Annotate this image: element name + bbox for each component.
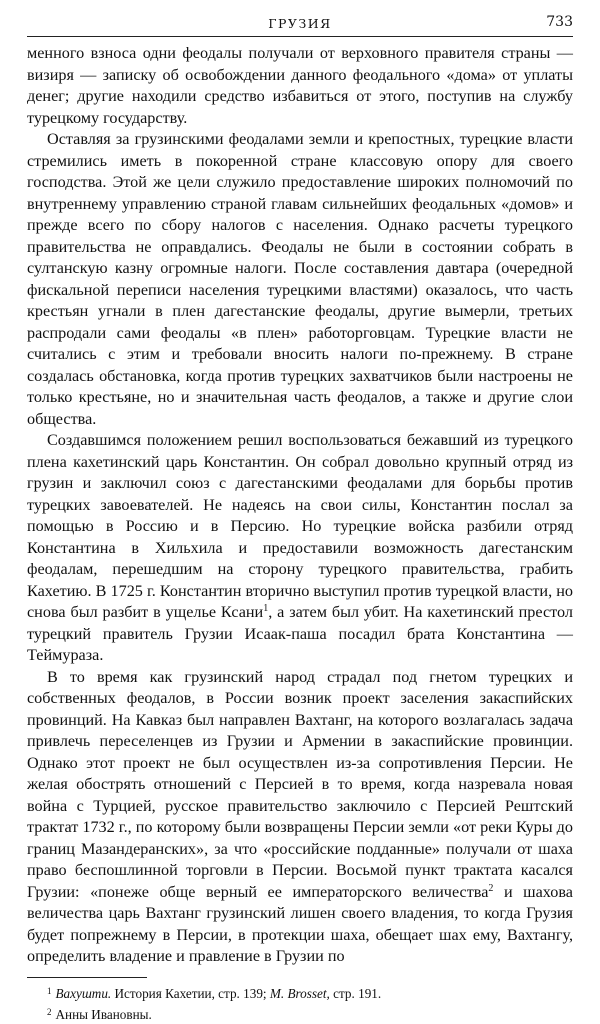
- footnote-ref-1[interactable]: 1: [263, 603, 269, 614]
- footnote-divider: [27, 977, 147, 978]
- footnote-2-mark: 2: [47, 1006, 52, 1017]
- paragraph-3-text-b: , а затем был убит. На кахетинский престол турецкий правитель Грузии Исаак-паша посадил брата Константина — Теймураза.: [27, 603, 573, 664]
- footnote-1-author-2: M. Brosset,: [269, 985, 330, 1001]
- footnotes: [27, 982, 573, 1024]
- footnote-1-mark: 1: [47, 985, 52, 996]
- paragraph-3-text-a: Создавшимся положением решил воспользоваться бежавший из турецкого плена кахетинский царь Константин. Он собрал довольно крупный отряд из грузин и заключил союз с дагестанскими феодалами для борьбы против турецких завоевателей. Не надеясь на свои силы, Константин послал за помощью в Россию и в Персию. Но турецкие войска разбили отряд Константина в Хильхила и предоставили возможность дагестанским феодалам, перешедшим на сторону турецкого правительства, грабить Кахетию. В 1725 г. Константин вторично выступил против турецкой власти, но снова был разбит в ущелье Ксани: [27, 431, 573, 621]
- footnote-1-text: История Кахетии, стр. 139;: [111, 985, 270, 1001]
- running-header: [27, 14, 573, 37]
- paragraph-4-text-b: и шахова величества царь Вахтанг грузинский лишен своего владения, то когда Грузия будет попрежнему в Персии, в протекции шаха, обещает шах ему, Вахтангу, определить владение и правление в Грузии по: [27, 882, 573, 965]
- page-number: 733: [546, 14, 573, 30]
- footnote-1: [27, 982, 573, 1003]
- footnote-ref-2[interactable]: 2: [488, 882, 494, 894]
- footnote-1-author: Вахушти.: [55, 985, 112, 1001]
- main-text: [27, 43, 573, 968]
- paragraph-4-text-a: В то время как грузинский народ страдал под гнетом турецких и собственных феодалов, в России возник проект заселения закаспийских провинций. На Кавказ был направлен Вахтанг, на которого возлагалась задача привлечь переселенцев из Грузии и Армении в закаспийские провинции. Однако этот проект не был осуществлен из-за сопротивления Персии. Не желая обострять отношений с Персией в то время, когда назревала новая война с Турцией, русское правительство заключило с Персией Рештский трактат 1732 г., по которому были возвращены Персии земли «от реки Куры до границ Мазандеранских», за что «российские подданные» получали от шаха право беспошлинной торговли в Персии. Восьмой пункт трактата касался Грузии: «понеже обще верный ее императорского величества: [27, 667, 573, 901]
- paragraph-3: [27, 430, 573, 667]
- footnote-2: [27, 1003, 573, 1024]
- footnote-1-text-2: стр. 191.: [329, 985, 382, 1001]
- footnote-2-text: Анны Ивановны.: [55, 1006, 152, 1022]
- paragraph-2: Оставляя за грузинскими феодалами земли и крепостных, турецкие власти стремились иметь в покоренной стране классовую опору для своего господства. Этой же цели служило предоставление широких полномочий по внутреннему управлению страной главам сильнейших феодальных «домов» и прежде всего по сбору налогов с населения. Однако расчеты турецкого правительства не оправдались. Феодалы не были в состоянии собрать в султанскую казну огромные налоги. После составления давтара (очередной фискальной переписи населения турецкими властями) оказалось, что часть крестьян угнали в плен дагестанские феодалы, другие вымерли, третьих распродали сами феодалы «в плен» работорговцам. Турецкие власти не считались с этим и требовали вносить налоги по-прежнему. В стране создалась обстановка, когда против турецких захватчиков были настроены не только крестьяне, но и значительная часть феодалов, а также и другие слои общества.: [27, 130, 573, 428]
- paragraph-4: [27, 667, 573, 968]
- running-title: ГРУЗИЯ: [268, 16, 332, 31]
- paragraph-1: менного взноса одни феодалы получали от верховного правителя страны — визиря — записку об освобождении данного феодального «дома» от уплаты денег; другие находили средство избавиться от этого, поступив на службу турецкому государству.: [27, 44, 573, 127]
